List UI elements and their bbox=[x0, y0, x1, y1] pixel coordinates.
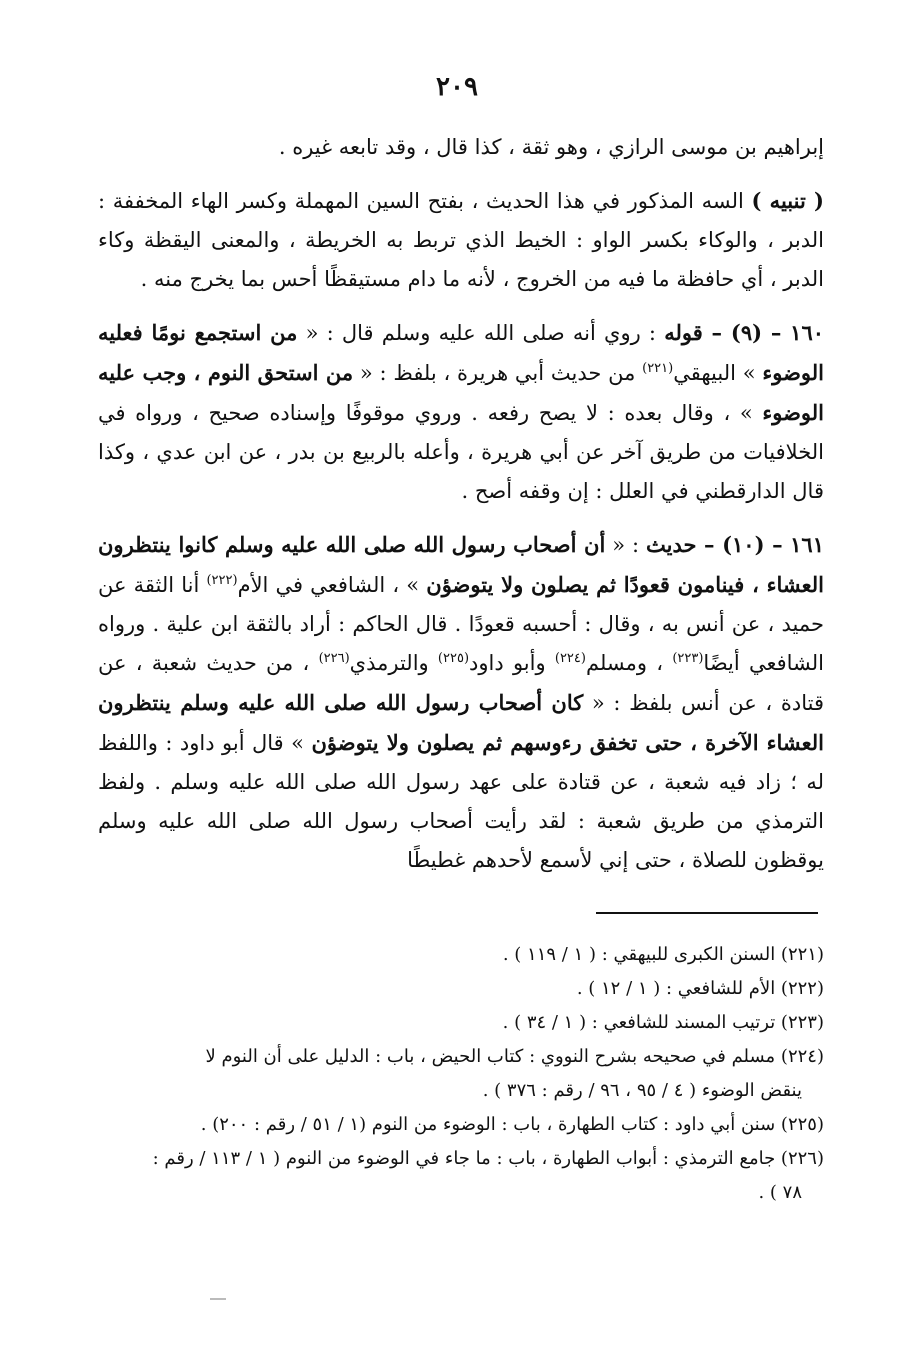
footnote-ref[interactable]: (٢٢٦) bbox=[318, 651, 350, 666]
footnote-ref[interactable]: (٢٢١) bbox=[642, 361, 674, 376]
footnote-225: (٢٢٥) سنن أبي داود : كتاب الطهارة ، باب : الوضوء من النوم (١ / ٥١ / رقم : ٢٠٠) . bbox=[200, 1114, 824, 1135]
paragraph-note bbox=[98, 181, 824, 299]
paragraph-text: السه المذكور في هذا الحديث ، بفتح السين المهملة وكسر الهاء المخففة : الدبر ، والوكاء بكسر الواو : الخيط الذي تربط به الخريطة ، والمعنى اليقظة وكاء الدبر ، أي حافظة ما فيه من الخروج ، لأنه ما دام مستيقظًا أحس بما يخرج منه . bbox=[98, 189, 824, 291]
paragraph-text: والترمذي bbox=[349, 651, 438, 675]
paragraph-text: وأبو داود bbox=[469, 651, 555, 675]
footnote-226: (٢٢٦) جامع الترمذي : أبواب الطهارة ، باب : ما جاء في الوضوء من النوم ( ١ / ١١٣ / رقم : bbox=[152, 1148, 824, 1169]
page-number: ٢٠٩ bbox=[436, 72, 478, 102]
paragraph-text: » ، الشافعي في الأم bbox=[237, 573, 427, 597]
footnote-ref[interactable]: (٢٢٥) bbox=[437, 651, 470, 666]
footnote-223: (٢٢٣) ترتيب المسند للشافعي : ( ١ / ٣٤ ) . bbox=[502, 1012, 824, 1033]
footnote-224: (٢٢٤) مسلم في صحيحه بشرح النووي : كتاب الحيض ، باب : الدليل على أن النوم لا bbox=[205, 1046, 824, 1067]
hadith-quote: من استحق النوم ، وجب عليه الوضوء bbox=[98, 360, 824, 425]
paragraph-intro bbox=[98, 128, 824, 167]
footnotes bbox=[98, 938, 824, 1210]
footnote-ref[interactable]: (٢٢٣) bbox=[672, 651, 704, 666]
scan-mark bbox=[210, 1298, 226, 1300]
footnote-222: (٢٢٢) الأم للشافعي : ( ١ / ١٢ ) . bbox=[576, 978, 824, 999]
footnote-221: (٢٢١) السنن الكبرى للبيهقي : ( ١ / ١١٩ ) . bbox=[502, 944, 824, 965]
footnote-ref[interactable]: (٢٢٢) bbox=[206, 573, 238, 588]
hadith-number: ١٦٠ – (٩) – قوله bbox=[664, 320, 825, 345]
footnote-divider bbox=[596, 912, 818, 914]
paragraph-hadith-161 bbox=[98, 525, 824, 880]
paragraph-text: ، من حديث شعبة ، عن قتادة ، عن أنس بلفظ : « bbox=[98, 651, 824, 715]
main-text bbox=[98, 128, 824, 894]
footnote-224-cont: ينقض الوضوء ( ٤ / ٩٥ ، ٩٦ / رقم : ٣٧٦ ) . bbox=[482, 1080, 802, 1101]
paragraph-text: أنا الثقة عن حميد ، عن أنس به ، وقال : أحسبه قعودًا . قال الحاكم : أراد بالثقة ابن علية . ورواه الشافعي أيضًا bbox=[98, 573, 824, 675]
paragraph-text: ، ومسلم bbox=[585, 651, 673, 675]
hadith-quote: كان أصحاب رسول الله صلى الله عليه وسلم ينتظرون العشاء الآخرة ، حتى تخفق رءوسهم ثم يصلون ولا يتوضؤن bbox=[98, 690, 824, 755]
paragraph-hadith-160 bbox=[98, 313, 824, 511]
paragraph-text: » البيهقي bbox=[673, 361, 763, 385]
note-label: ( تنبيه ) bbox=[751, 188, 824, 213]
paragraph-text: » قال أبو داود : واللفظ له ؛ زاد فيه شعبة ، عن قتادة على عهد رسول الله صلى الله عليه وسلم . ولفظ الترمذي من طريق شعبة : لقد رأيت أصحاب رسول الله صلى الله عليه وسلم يوقظون للصلاة ، حتى إني لأسمع لأحدهم غطيطًا bbox=[98, 731, 824, 872]
paragraph-text: إبراهيم بن موسى الرازي ، وهو ثقة ، كذا قال ، وقد تابعه غيره . bbox=[278, 135, 824, 159]
hadith-quote: من استجمع نومًا فعليه الوضوء bbox=[98, 320, 824, 385]
paragraph-text: » ، وقال بعده : لا يصح رفعه . وروي موقوفًا وإسناده صحيح ، ورواه في الخلافيات من طريق آخر عن أبي هريرة ، وأعله بالربيع بن بدر ، عن ابن عدي ، وكذا قال الدارقطني في العلل : إن وقفه أصح . bbox=[98, 401, 824, 503]
hadith-quote: أن أصحاب رسول الله صلى الله عليه وسلم كانوا ينتظرون العشاء ، فينامون قعودًا ثم يصلون ولا يتوضؤن bbox=[98, 532, 824, 597]
hadith-number: ١٦١ – (١٠) – حديث bbox=[646, 532, 824, 557]
footnote-ref[interactable]: (٢٢٤) bbox=[554, 651, 586, 666]
paragraph-text: : « bbox=[605, 533, 646, 557]
paragraph-text: : روي أنه صلى الله عليه وسلم قال : « bbox=[297, 321, 665, 345]
footnote-226-cont: ٧٨ ) . bbox=[758, 1182, 802, 1203]
paragraph-text: من حديث أبي هريرة ، بلفظ : « bbox=[353, 361, 643, 385]
